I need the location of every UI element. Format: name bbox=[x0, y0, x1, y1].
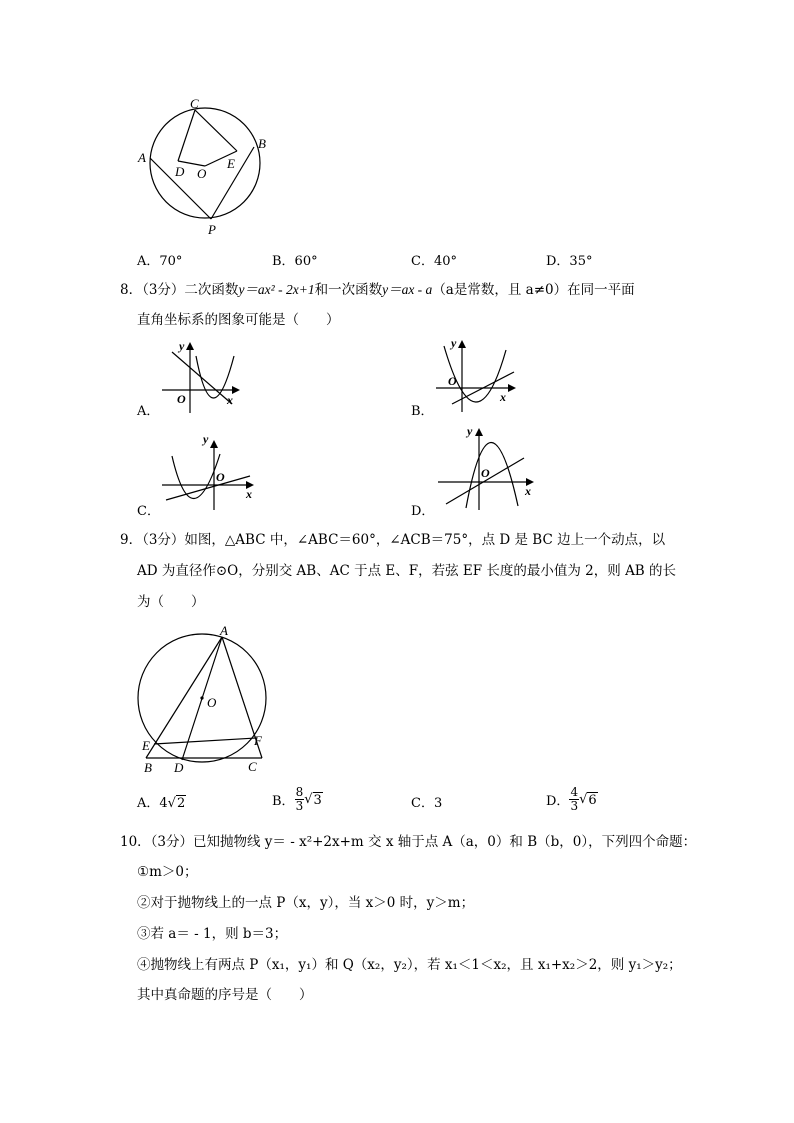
q9-option-a-coef: 4 bbox=[159, 796, 168, 811]
q7-label-b: B bbox=[258, 136, 266, 151]
q10-item-1: ①m＞0； bbox=[137, 864, 198, 880]
q8b-x-label: x bbox=[500, 390, 506, 404]
q8c-y-label: y bbox=[203, 432, 209, 446]
q9-label-a: A bbox=[220, 623, 228, 638]
q9-label-b: B bbox=[144, 760, 152, 775]
q9-option-c[interactable]: C．3 bbox=[411, 796, 443, 811]
q8a-y-label: y bbox=[179, 339, 185, 353]
q10-item-3: ③若 a＝ - 1，则 b＝3； bbox=[137, 926, 288, 942]
q9-label-d: D bbox=[174, 760, 184, 775]
q10-answer-prompt: 其中真命题的序号是（ ） bbox=[137, 987, 313, 1003]
q9-option-d-fraction bbox=[569, 786, 579, 813]
q9-option-b-denominator: 3 bbox=[295, 799, 304, 813]
q8-prefix: 8．（3分）二次函数 bbox=[120, 282, 239, 298]
q9-label-f: F bbox=[254, 733, 262, 748]
q8c-x-label: x bbox=[246, 487, 252, 501]
q8d-origin: O bbox=[481, 466, 490, 480]
q9-option-d[interactable]: D． $\frac{4}{3}$ √6 bbox=[546, 785, 597, 813]
q8-option-d[interactable]: D． bbox=[411, 504, 435, 519]
q7-option-d[interactable]: D．35° bbox=[546, 254, 593, 269]
q10-item-2: ②对于抛物线上的一点 P（x，y），当 x＞0 时，y＞m； bbox=[137, 895, 475, 911]
q9-question-line3: 为（ ） bbox=[137, 594, 205, 610]
q9-option-b-fraction bbox=[295, 786, 305, 813]
q8-mid: 和一次函数 bbox=[314, 282, 383, 298]
q8-option-a[interactable]: A． bbox=[137, 404, 160, 419]
q10-question-line1: 10．（3分）已知抛物线 y＝ - x²+2x+m 交 x 轴于点 A（a，0）和 B（b，0），下列四个命题： bbox=[120, 834, 697, 850]
q9-option-d-radicand: 6 bbox=[588, 792, 597, 808]
q8-linear: y＝ax - a bbox=[382, 282, 433, 297]
q8d-y-label: y bbox=[467, 424, 473, 438]
q9-label-o: O bbox=[207, 695, 217, 710]
q8d-x-label: x bbox=[525, 484, 531, 498]
q8-option-c[interactable]: C． bbox=[137, 504, 160, 519]
q8a-x-label: x bbox=[227, 393, 233, 407]
q9-option-d-numerator: 4 bbox=[570, 785, 579, 799]
q9-option-b-numerator: 8 bbox=[295, 785, 304, 799]
q9-question-line2: AD 为直径作⊙O，分别交 AB、AC 于点 E、F，若弦 EF 长度的最小值为 2，则 AB 的长 bbox=[137, 563, 677, 579]
q10-item-4: ④抛物线上有两点 P（x₁，y₁）和 Q（x₂，y₂），若 x₁＜1＜x₂，且 x₁+x₂＞2，则 y₁＞y₂； bbox=[137, 957, 682, 973]
q9-option-b-radicand: 3 bbox=[313, 792, 322, 808]
q9-question-line1: 9．（3分）如图，△ABC 中，∠ABC＝60°，∠ACB＝75°，点 D 是 BC 边上一个动点，以 bbox=[120, 532, 666, 548]
q9-option-d-denominator: 3 bbox=[570, 799, 579, 813]
q7-label-c: C bbox=[190, 96, 199, 111]
q7-label-o: O bbox=[197, 166, 207, 181]
q8b-y-label: y bbox=[451, 336, 457, 350]
q9-option-a-radicand: 2 bbox=[176, 796, 186, 811]
q9-option-a-prefix: A． bbox=[137, 796, 160, 811]
q7-label-d: D bbox=[175, 164, 185, 179]
q7-option-b[interactable]: B．60° bbox=[272, 254, 318, 269]
q8-option-b[interactable]: B． bbox=[411, 404, 434, 419]
q9-label-c: C bbox=[248, 759, 257, 774]
q9-option-b-prefix: B． bbox=[272, 794, 295, 809]
q9-option-d-prefix: D． bbox=[546, 794, 570, 809]
q7-option-c[interactable]: C．40° bbox=[411, 254, 457, 269]
q7-label-p: P bbox=[208, 222, 216, 237]
q8-quadratic: y＝ax² - 2x+1 bbox=[238, 282, 315, 297]
q7-label-a: A bbox=[138, 150, 146, 165]
q8c-origin: O bbox=[216, 470, 225, 484]
q7-label-e: E bbox=[227, 156, 235, 171]
q9-option-b[interactable]: B． $\frac{8}{3}$ √3 bbox=[272, 785, 322, 813]
q8-tail: （a是常数，且 a≠0）在同一平面 bbox=[432, 282, 635, 298]
q8-question-line2: 直角坐标系的图象可能是（ ） bbox=[137, 312, 340, 328]
q8b-origin: O bbox=[448, 374, 457, 388]
q9-label-e: E bbox=[142, 738, 150, 753]
q9-option-a[interactable]: A．4√2 bbox=[137, 796, 186, 811]
q8a-origin: O bbox=[177, 392, 186, 406]
q7-option-a[interactable]: A．70° bbox=[137, 254, 183, 269]
